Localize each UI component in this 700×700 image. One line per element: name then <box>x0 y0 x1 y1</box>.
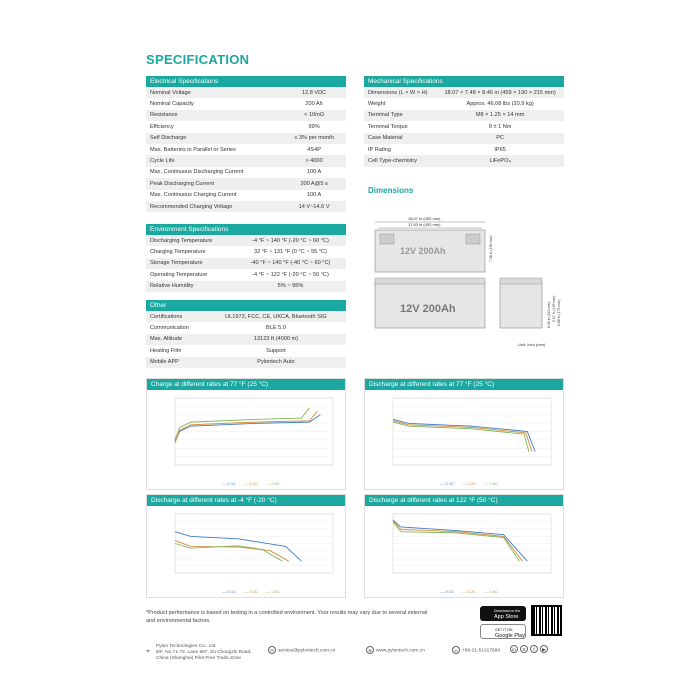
social-links <box>510 645 550 653</box>
chart-title: Charge at different rates at 77 °F (25 °C) <box>147 379 345 390</box>
spec-value: 99% <box>308 123 320 130</box>
google-play-button[interactable] <box>480 624 526 639</box>
spec-value: 5% ~ 95% <box>235 281 346 292</box>
battery-side-view <box>500 282 542 328</box>
spec-value: Support <box>266 347 286 354</box>
legend-entry: — 0.5C <box>484 589 498 594</box>
chart-title: Discharge at different rates at 122 °F (50 °C) <box>365 495 563 506</box>
spec-label: Communication <box>150 325 189 332</box>
mechanical-specs <box>364 76 564 167</box>
legend-entry: — 0.5C <box>484 481 498 486</box>
spec-label: Cell Type-chemistry <box>364 155 436 166</box>
spec-label: Mobile APP <box>146 357 206 368</box>
spec-label: Max. Batteries in Parallel or Series <box>150 146 236 153</box>
spec-label: Certifications <box>146 311 206 322</box>
spec-label: Operating Temperature <box>150 271 208 278</box>
legend-entry: — 0.2C <box>462 481 476 486</box>
environment-header: Environment Specifications <box>146 224 346 235</box>
legend-entry: — 0.5C <box>266 481 280 486</box>
legend-entry: — 0.2C <box>244 589 258 594</box>
footer-phone[interactable] <box>452 646 500 654</box>
facebook-icon[interactable]: f <box>530 645 538 653</box>
qr-code <box>531 605 562 636</box>
spec-row <box>146 311 346 322</box>
legend-entry: — 0.1C <box>222 481 236 486</box>
spec-value: 18.07 × 7.48 × 8.46 in (459 × 190 × 215 mm) <box>436 87 564 98</box>
battery-label-top: 12V 200Ah <box>400 246 446 256</box>
spec-row <box>364 155 564 166</box>
google-play-small: GET IT ON <box>495 628 513 632</box>
environment-specs <box>146 224 346 292</box>
spec-value: -40 °F ~ 140 °F (-40 °C ~ 60 °C) <box>235 258 346 269</box>
spec-label: Efficiency <box>150 123 174 130</box>
chart-discharge-25c <box>364 378 564 490</box>
globe-icon: ⊕ <box>366 646 374 654</box>
spec-row <box>146 133 346 144</box>
spec-row <box>146 98 346 109</box>
spec-value: LiFePO₄ <box>436 155 564 166</box>
phone-text: +86-21-51317699 <box>462 648 501 654</box>
other-header: Other <box>146 300 346 311</box>
address-line-2: China (Shanghai) Pilot Free Trade Zone <box>156 656 242 661</box>
spec-row <box>364 110 564 121</box>
spec-row <box>146 167 346 178</box>
spec-row <box>146 178 346 189</box>
spec-label: Max. Continuous Charging Current <box>150 192 237 199</box>
spec-row <box>146 258 346 269</box>
spec-row <box>146 190 346 201</box>
spec-row <box>146 345 346 356</box>
dimensions-title: Dimensions <box>368 186 414 195</box>
spec-value: 12.8 VDC <box>282 87 346 98</box>
spec-value: BLE 5.0 <box>265 325 286 332</box>
spec-row <box>146 235 346 246</box>
x-icon[interactable]: X <box>520 645 528 653</box>
spec-value: Pylontech Auto <box>206 357 346 368</box>
chart-discharge-minus20c <box>146 494 346 598</box>
series-line <box>175 415 320 442</box>
address-line-1: 5/F, No.71-72, Lane 887, Zu Chongzhi Road, <box>156 650 252 655</box>
spec-row <box>146 281 346 292</box>
chart-plot <box>147 390 345 489</box>
spec-value: 200 A@5 s <box>282 178 346 189</box>
spec-value: IP65 <box>494 146 506 153</box>
spec-label: Case Material <box>364 133 436 144</box>
spec-row <box>146 201 346 212</box>
youtube-icon[interactable]: ▶ <box>540 645 548 653</box>
spec-label: Charging Temperature <box>150 249 206 256</box>
mechanical-header: Mechanical Specifications <box>364 76 564 87</box>
chart-plot <box>147 506 345 597</box>
email-icon: ✉ <box>268 646 276 654</box>
spec-label: Nominal Voltage <box>146 87 282 98</box>
location-icon: ⌖ <box>146 648 150 655</box>
chart-plot <box>365 506 563 597</box>
spec-row <box>364 133 564 144</box>
spec-value: 9 ± 1 Nm <box>488 123 512 130</box>
chart-discharge-50c <box>364 494 564 598</box>
spec-value: > 4000 <box>282 155 346 166</box>
spec-row <box>364 121 564 132</box>
spec-row <box>364 87 564 98</box>
spec-label: Storage Temperature <box>146 258 235 269</box>
spec-value: 100 A <box>306 192 322 199</box>
dim-height4: 6.88 in (175 mm) <box>557 299 561 326</box>
spec-row <box>146 357 346 368</box>
spec-value: 4S4P <box>307 146 321 153</box>
spec-label: Resistance <box>146 110 282 121</box>
app-store-button[interactable] <box>480 606 526 621</box>
series-line <box>175 411 317 442</box>
legend-entry: — 0.5C <box>266 589 280 594</box>
footer-web[interactable] <box>366 646 425 654</box>
environment-table <box>146 235 346 292</box>
other-specs <box>146 300 346 368</box>
series-line <box>393 521 523 561</box>
spec-label: Peak Discharging Current <box>146 178 282 189</box>
spec-label: Discharging Temperature <box>146 235 235 246</box>
spec-value: 14 V~14.6 V <box>282 201 346 212</box>
spec-label: Cycle Life <box>146 155 282 166</box>
chart-title: Discharge at different rates at -4 °F (-20 °C) <box>147 495 345 506</box>
google-play-label: Google Play <box>495 633 525 639</box>
electrical-specs <box>146 76 346 212</box>
footnote: *Product performance is based on testing in a controlled environment. Your results may vary due to several external and environmental factors. <box>146 610 428 624</box>
spec-label: Weight <box>368 101 386 108</box>
spec-label: Relative Humidity <box>146 281 235 292</box>
series-line <box>393 419 535 451</box>
spec-label: Terminal Type <box>364 110 436 121</box>
spec-row <box>364 98 564 109</box>
dim-height3: 5.07 in (129 mm) <box>552 295 556 322</box>
spec-label: Self Discharge <box>146 133 282 144</box>
spec-value: UL1973, FCC, CE, UKCA, Bluetooth SIG <box>206 311 346 322</box>
spec-value: 200 Ah <box>305 101 323 108</box>
spec-value: ≤ 3% per month <box>282 133 346 144</box>
other-table <box>146 311 346 368</box>
electrical-table <box>146 87 346 212</box>
spec-row <box>146 87 346 98</box>
spec-value: Approx. 46.08 lbs (20.9 kg) <box>466 101 534 108</box>
spec-value: 13123 ft (4000 m) <box>206 334 346 345</box>
chart-charge-25c <box>146 378 346 490</box>
chart-title: Discharge at different rates at 77 °F (25 °C) <box>365 379 563 390</box>
dim-height: 8.46 in (215 mm) <box>547 301 551 328</box>
spec-value: -4 °F ~ 140 °F (-20 °C ~ 60 °C) <box>235 235 346 246</box>
spec-row <box>146 155 346 166</box>
legend-entry: — 0.1C <box>222 589 236 594</box>
spec-value: PC <box>436 133 564 144</box>
spec-label: Nominal Capacity <box>150 101 194 108</box>
spec-label: Recommended Charging Voltage <box>146 201 282 212</box>
electrical-header: Electrical Specifications <box>146 76 346 87</box>
dimensions-drawing <box>360 200 565 350</box>
footer-address <box>146 644 251 662</box>
spec-label: Max. Altitude <box>146 334 206 345</box>
app-store-label: App Store <box>494 614 519 620</box>
web-text: www.pylontech.com.cn <box>376 648 425 654</box>
series-line <box>393 422 529 451</box>
legend-entry: — 0.2C <box>244 481 258 486</box>
footer-email[interactable] <box>268 646 335 654</box>
dim-height2: 7.48 in (190 mm) <box>489 235 493 262</box>
spec-value: 100 A <box>306 169 322 176</box>
spec-row <box>146 121 346 132</box>
linkedin-icon[interactable]: in <box>510 645 518 653</box>
spec-label: Terminal Torque <box>368 123 408 130</box>
spec-label: IP Rating <box>368 146 391 153</box>
spec-value: 32 °F ~ 131 °F (0 °C ~ 55 °C) <box>253 249 327 256</box>
dim-len-inner: 17.83 in (453 mm) <box>408 222 441 227</box>
spec-row <box>146 322 346 333</box>
legend-entry: — 0.2C <box>462 589 476 594</box>
spec-label: Dimensions (L × W × H) <box>364 87 436 98</box>
spec-row <box>146 110 346 121</box>
page-title: SPECIFICATION <box>146 52 250 67</box>
spec-value: < 10mΩ <box>282 110 346 121</box>
chart-plot <box>365 390 563 489</box>
mechanical-table <box>364 87 564 167</box>
legend-entry: — 0.1C <box>440 481 454 486</box>
spec-label: Max. Continuous Discharging Current <box>150 169 244 176</box>
spec-row <box>364 144 564 155</box>
legend-entry: — 0.1C <box>440 589 454 594</box>
spec-value: -4 °F ~ 122 °F (-20 °C ~ 50 °C) <box>252 271 329 278</box>
email-text: service@pylontech.com.cn <box>278 648 336 654</box>
company-name: Pylon Technologies Co., Ltd <box>156 644 216 649</box>
spec-label: Heating Film <box>150 347 182 354</box>
battery-label-front: 12V 200Ah <box>400 303 456 315</box>
app-store-small: Download on the <box>494 609 521 613</box>
spec-row <box>146 334 346 345</box>
dim-unit: Unit: Inch (mm) <box>518 342 546 347</box>
spec-row <box>146 144 346 155</box>
dim-len-outer: 18.07 in (459 mm) <box>408 216 441 221</box>
spec-row <box>146 246 346 257</box>
spec-row <box>146 269 346 280</box>
phone-icon: ☏ <box>453 648 459 653</box>
spec-value: M8 × 1.25 × 14 mm <box>436 110 564 121</box>
